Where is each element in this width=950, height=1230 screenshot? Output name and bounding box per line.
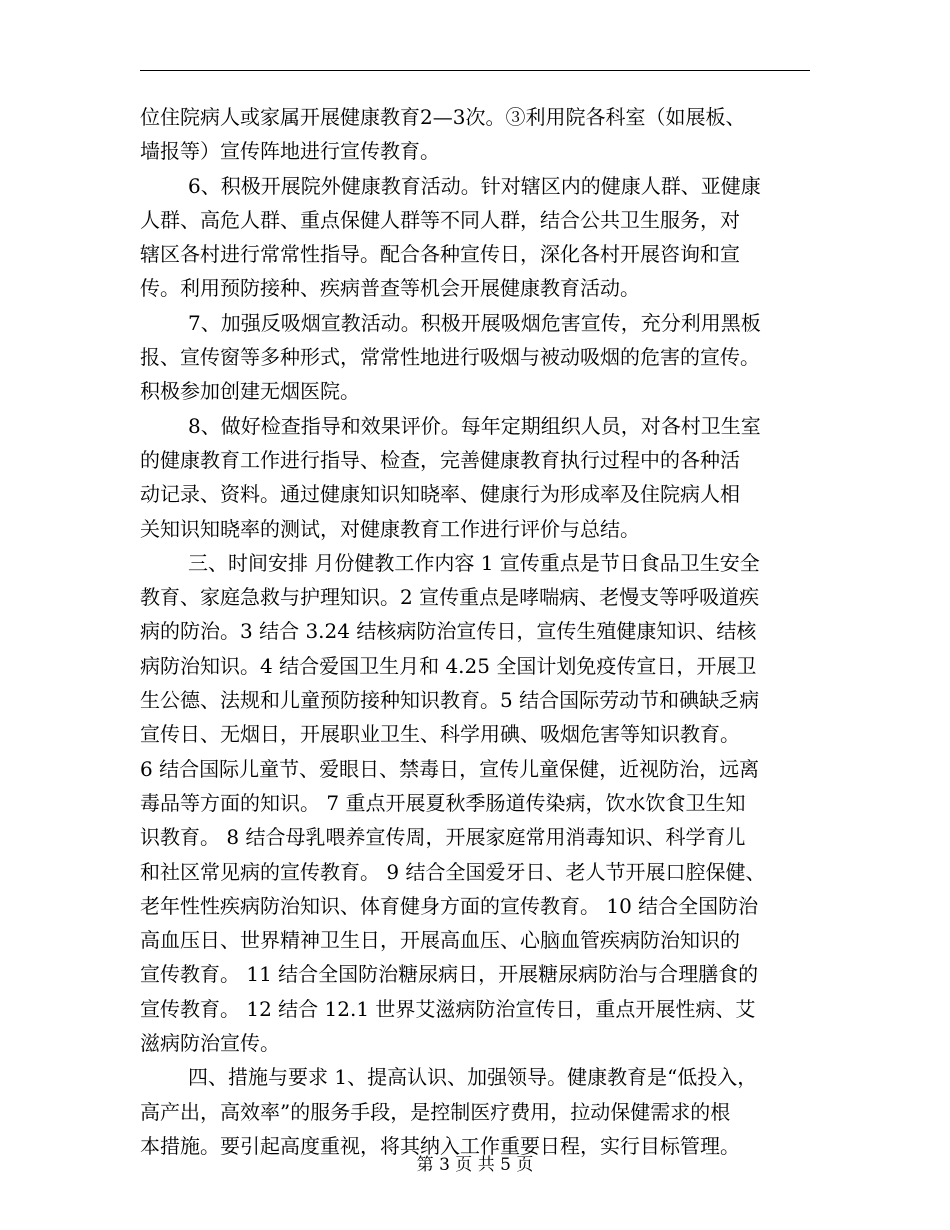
paragraph-first-line: 7、加强反吸烟宣教活动。积极开展吸烟危害宣传，充分利用黑板 [188,310,761,335]
header-rule [140,70,810,71]
paragraph-line: 病的防治。3 结合 3.24 结核病防治宣传日，宣传生殖健康知识、结核 [140,619,757,644]
paragraph-line: 毒品等方面的知识。 7 重点开展夏秋季肠道传染病，饮水饮食卫生知 [140,790,746,815]
paragraph-line: 人群、高危人群、重点保健人群等不同人群，结合公共卫生服务，对 [140,207,740,232]
paragraph-line: 位住院病人或家属开展健康教育2—3次。③利用院各科室（如展板、 [140,105,746,129]
paragraph-first-line: 三、时间安排 月份健教工作内容 1 宣传重点是节日食品卫生安全 [188,550,760,575]
paragraph-line: 6 结合国际儿童节、爱眼日、禁毒日，宣传儿童保健，近视防治，远离 [140,756,760,781]
paragraph-line: 滋病防治宣传。 [140,1031,280,1056]
paragraph-line: 辖区各村进行常常性指导。配合各种宣传日，深化各村开展咨询和宣 [140,242,740,267]
paragraph-line: 老年性性疾病防治知识、体育健身方面的宣传教育。 10 结合全国防治 [140,893,759,918]
paragraph-line: 高血压日、世界精神卫生日，开展高血压、心脑血管疾病防治知识的 [140,928,740,953]
document-body [140,100,810,1163]
paragraph-line: 的健康教育工作进行指导、检查，完善健康教育执行过程中的各种活 [140,447,740,472]
paragraph-line: 关知识知晓率的测试，对健康教育工作进行评价与总结。 [140,516,640,541]
paragraph-line: 高产出，高效率”的服务手段，是控制医疗费用，拉动保健需求的根 [140,1099,731,1124]
paragraph-line: 宣传教育。 11 结合全国防治糖尿病日，开展糖尿病防治与合理膳食的 [140,962,759,987]
paragraph-first-line: 8、做好检查指导和效果评价。每年定期组织人员，对各村卫生室 [188,413,761,438]
paragraph-line: 教育、家庭急救与护理知识。2 宣传重点是哮喘病、老慢支等呼吸道疾 [140,585,760,610]
paragraph-line: 病防治知识。4 结合爱国卫生月和 4.25 全国计划免疫传宣日，开展卫 [140,653,757,678]
paragraph-first-line: 四、措施与要求 1、提高认识、加强领导。健康教育是“低投入， [188,1065,758,1090]
paragraph-line: 识教育。 8 结合母乳喂养宣传周，开展家庭常用消毒知识、科学育儿 [140,825,746,850]
page-number: 第 3 页 共 5 页 [416,1155,534,1175]
paragraph-line: 和社区常见病的宣传教育。 9 结合全国爱牙日、老人节开展口腔保健、 [140,859,766,884]
paragraph-line: 传。利用预防接种、疾病普查等机会开展健康教育活动。 [140,276,640,301]
paragraph-line: 动记录、资料。通过健康知识知晓率、健康行为形成率及住院病人相 [140,482,740,507]
paragraph-first-line: 6、积极开展院外健康教育活动。针对辖区内的健康人群、亚健康 [188,173,761,198]
paragraph-line: 墙报等）宣传阵地进行宣传教育。 [140,139,440,164]
paragraph-line: 本措施。要引起高度重视，将其纳入工作重要日程，实行目标管理。 [140,1133,740,1158]
paragraph-line: 宣传日、无烟日，开展职业卫生、科学用碘、吸烟危害等知识教育。 [140,722,740,747]
paragraph-line: 生公德、法规和儿童预防接种知识教育。5 结合国际劳动节和碘缺乏病 [140,688,760,713]
paragraph-line: 积极参加创建无烟医院。 [140,379,360,404]
paragraph-line: 宣传教育。 12 结合 12.1 世界艾滋病防治宣传日，重点开展性病、艾 [140,996,756,1021]
paragraph-line: 报、宣传窗等多种形式，常常性地进行吸烟与被动吸烟的危害的宣传。 [140,345,760,370]
